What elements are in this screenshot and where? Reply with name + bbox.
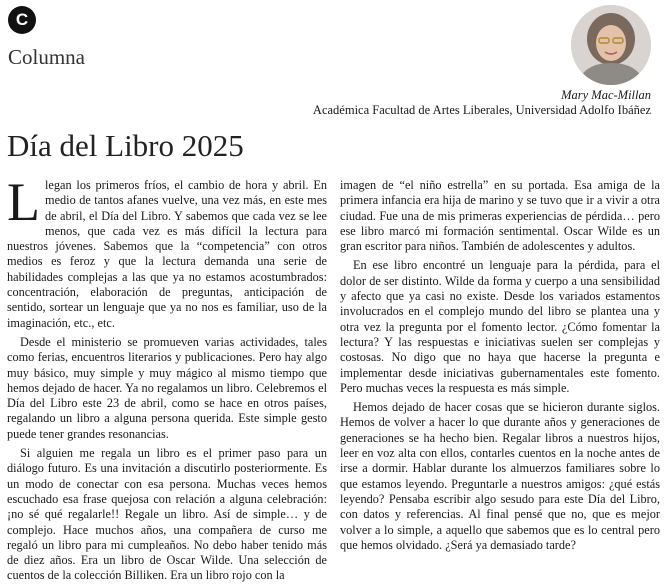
article-column-left	[7, 172, 327, 588]
author-photo	[571, 5, 651, 85]
article-column-right	[340, 178, 660, 557]
section-logo-badge: C	[8, 6, 36, 34]
article-paragraph: Si alguien me regala un libro es el primer paso para un diálogo futuro. Es una invitación a discutirlo posteriormente. Es un modo de conectar con esa persona. Muchas veces hemos escuchado esa frase quejosa con relación a alguna celebración: ¡no sé qué regalarle!! Regale un libro. Así de simple… y de complejo. Hace muchos años, una compañera de curso me regaló un libro para mi cumpleaños. No debo haber tenido más de diez años. Era un libro de Oscar Wilde. Una selección de cuentos de la colección Billiken. Era un libro rojo con la	[7, 446, 327, 583]
article-paragraph: Hemos dejado de hacer cosas que se hicieron durante siglos. Hemos de volver a hacer lo que durante años y generaciones de generaciones se ha hecho bien. Regalar libros a nuestros hijos, leer en voz alta con ellos, contarles cuentos en la noche antes de irse a dormir. Hablar durante los almuerzos familiares sobre lo que estamos leyendo. Preguntarle a nuestros amigos: ¿qué estás leyendo? Pensaba escribir algo sesudo para este Día del Libro, con datos y referencias. Al final pensé que no, que es mejor volver a lo simple, a aquello que sabemos que es lo central pero que hemos olvidado. ¿Será ya demasiado tarde?	[340, 400, 660, 552]
author-name: Mary Mac-Millan	[561, 88, 651, 102]
article-headline: Día del Libro 2025	[7, 128, 244, 163]
author-portrait-icon	[571, 5, 651, 85]
article-paragraph: Desde el ministerio se promueven varias actividades, tales como ferias, encuentros literarios y publicaciones. Pero hay algo muy básico, muy simple y muy mágico al mismo tiempo que hemos dejado de hacer. Ya no regalamos un libro. Celebremos el Día del Libro este 23 de abril, como se hace en otros países, regalando un libro a alguna persona querida. Este simple gesto puede tener grandes resonancias.	[7, 334, 327, 441]
article-paragraph: En ese libro encontré un lenguaje para la pérdida, para el dolor de ser distinto. Wilde da forma y cuerpo a una sensibilidad y afecto que ya casi no existe. Desde los variados estamentos involucrados en el complejo mundo del libro se plantea una y otra vez la pregunta por el fomento lector. ¿Cómo fomentar la lectura? Y las respuestas e iniciativas suelen ser complejas y costosas. No digo que no haya que hacerse la pregunta e implementar desde iniciativas gubernamentales este fomento. Pero muchas veces la respuesta es más simple.	[340, 258, 660, 395]
author-affiliation: Académica Facultad de Artes Liberales, Universidad Adolfo Ibáñez	[312, 103, 651, 117]
article-paragraph: imagen de “el niño estrella” en su portada. Esa amiga de la primera infancia era hija de marino y se tuvo que ir a vivir a otra ciudad. Fue una de mis primeras experiencias de pérdida… pero ese libro marcó mi formación sentimental. Oscar Wilde es un gran escritor para niños. También de adolescentes y adultos.	[340, 178, 660, 254]
section-label: Columna	[8, 45, 85, 69]
drop-cap: L	[7, 172, 40, 232]
article-paragraph: Llegan los primeros fríos, el cambio de hora y abril. En medio de tantos afanes vuelve, una vez más, en este mes de abril, el Día del Libro. Y sabemos que cada vez se lee menos, que cada vez es más difícil la lectura para nuestros jóvenes. Sabemos que la “competencia” con otros medios es feroz y que la lectura demanda una serie de habilidades complejas a las que ya no estamos acostumbrados: concentración, elaboración de preguntas, anticipación de sentido, sortear un lenguaje que ya no nos es familiar, uso de la imaginación, etc., etc.	[7, 172, 327, 330]
